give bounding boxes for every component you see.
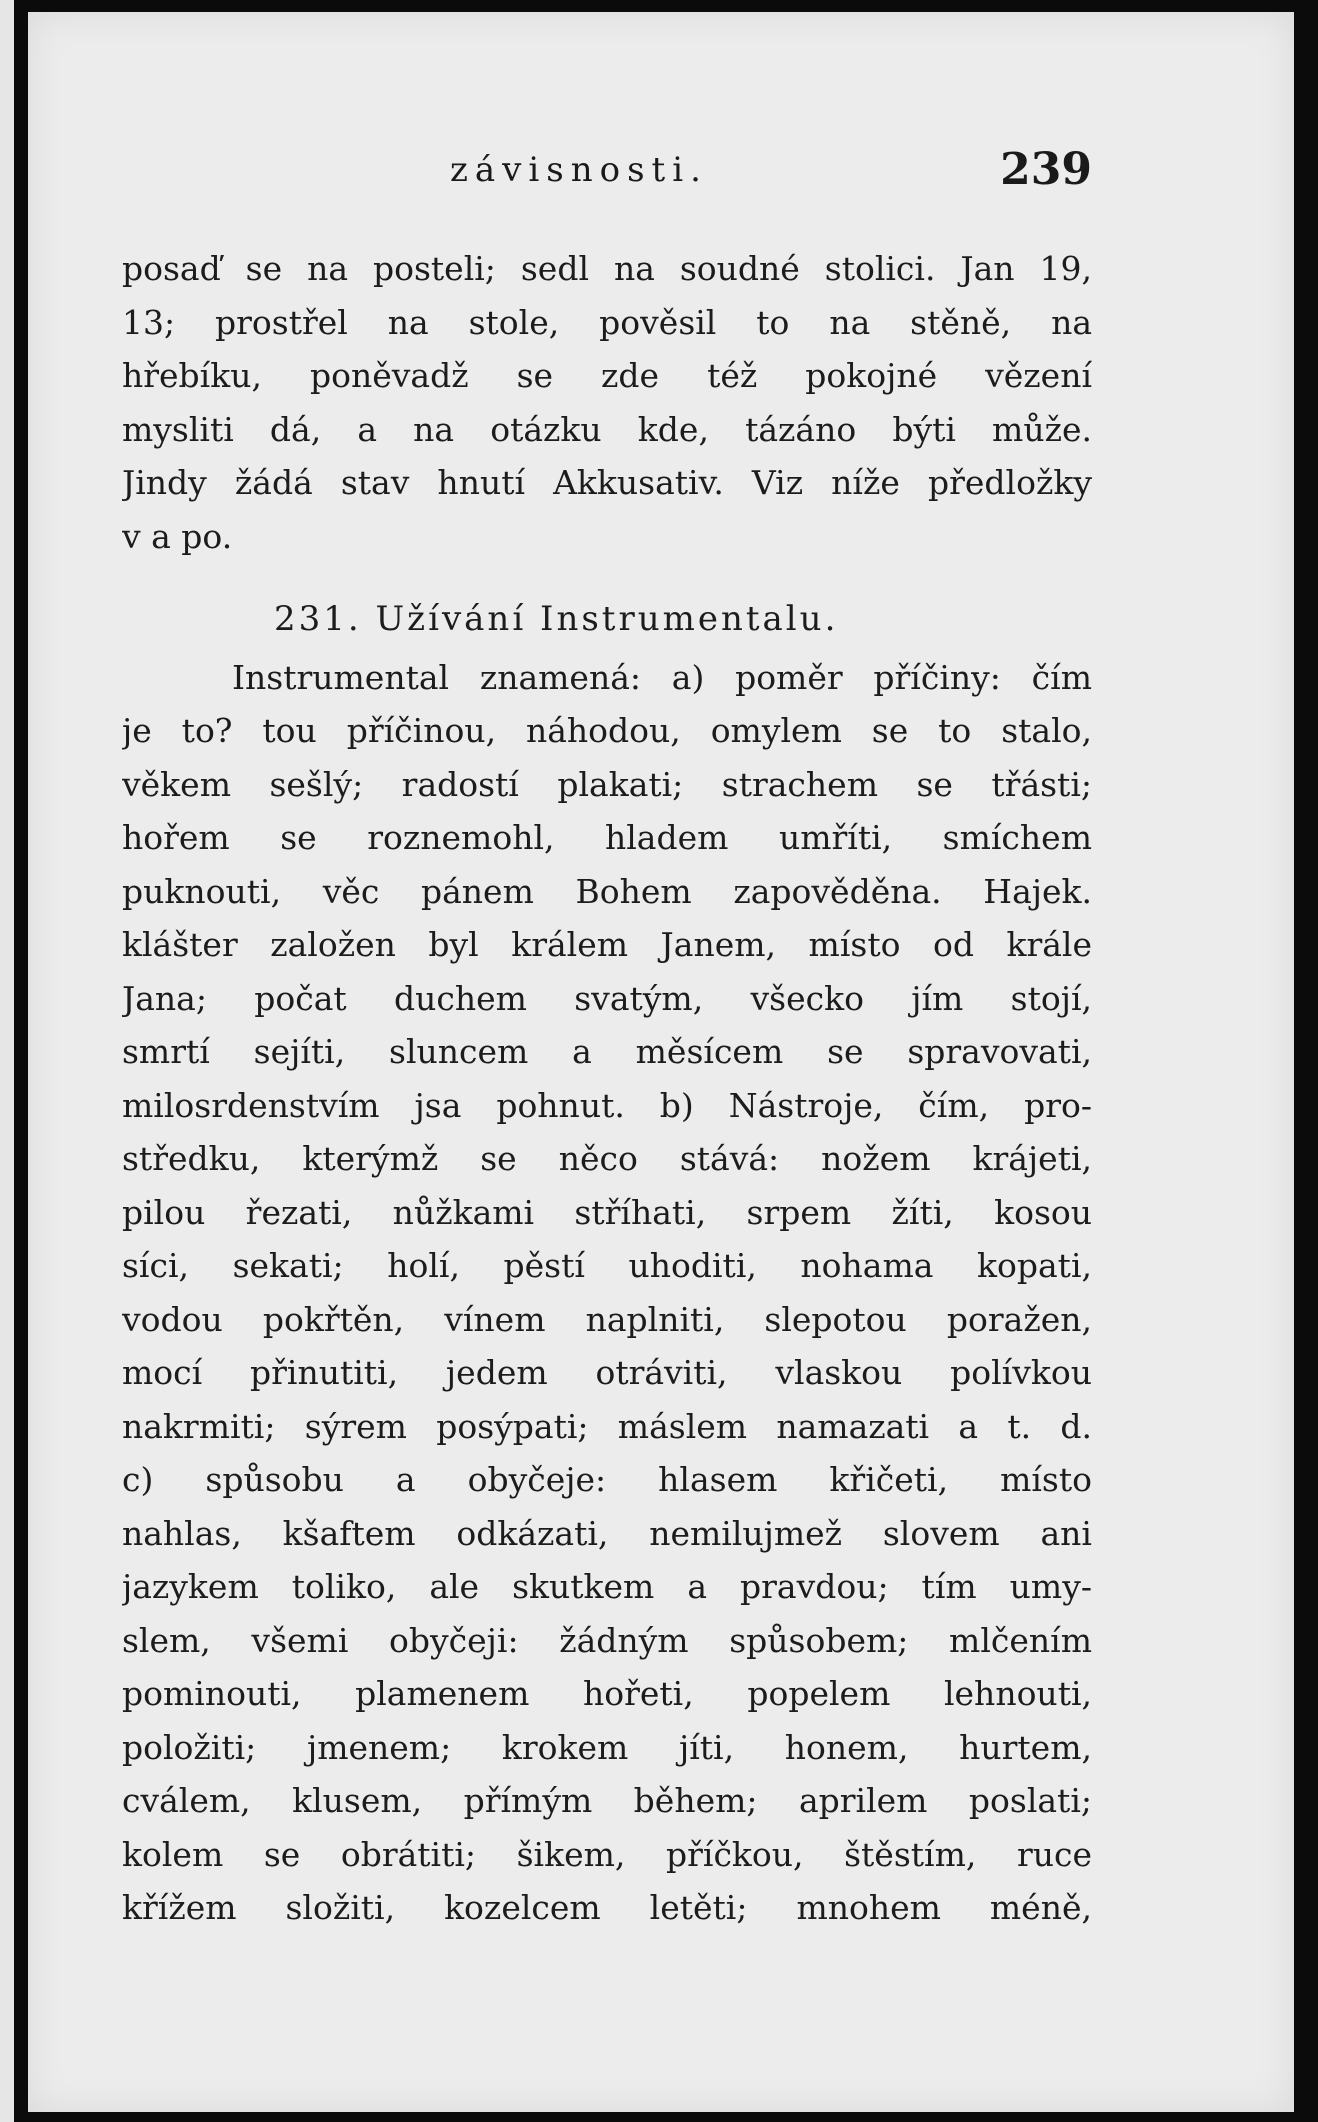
text-line: 13; prostřel na stole, pověsil to na stěně, na	[122, 302, 1092, 342]
text-line: slem, všemi obyčeji: žádným spůsobem; mlčením	[122, 1620, 1092, 1660]
page-number: 239	[1000, 144, 1092, 195]
text-line: puknouti, věc pánem Bohem zapověděna. Hajek.	[122, 871, 1092, 911]
page-left-margin	[0, 0, 14, 2122]
text-line: křížem složiti, kozelcem letěti; mnohem méně,	[122, 1888, 1092, 1927]
page-text	[122, 242, 1092, 1935]
text-line: položiti; jmenem; krokem jíti, honem, hurtem,	[122, 1727, 1092, 1767]
text-line: mocí přinutiti, jedem otráviti, vlaskou polívkou	[122, 1353, 1092, 1392]
text-line: klášter založen byl králem Janem, místo od krále	[122, 925, 1092, 964]
text-line: kolem se obrátiti; šikem, příčkou, štěstím, ruce	[122, 1834, 1092, 1874]
text-line: je to? tou příčinou, náhodou, omylem se to stalo,	[122, 711, 1092, 750]
text-line: Instrumental znamená: a) poměr příčiny: čím	[232, 657, 1092, 697]
text-line: cválem, klusem, přímým během; aprilem poslati;	[122, 1781, 1092, 1820]
text-line: nakrmiti; sýrem posýpati; máslem namazati a t. d.	[122, 1406, 1092, 1446]
running-head: závisnosti.	[450, 150, 708, 190]
text-line: hřebíku, poněvadž se zde též pokojné vězení	[122, 356, 1092, 395]
section-heading: 231. Užívání Instrumentalu.	[274, 599, 839, 639]
text-line: pominouti, plamenem hořeti, popelem lehnouti,	[122, 1674, 1092, 1713]
text-line: nahlas, kšaftem odkázati, nemilujmež slovem ani	[122, 1513, 1092, 1553]
page-right-edge	[1296, 0, 1318, 2122]
paragraph	[122, 242, 1092, 563]
text-line: vodou pokřtěn, vínem naplniti, slepotou poražen,	[122, 1299, 1092, 1339]
text-line: Jana; počat duchem svatým, všecko jím stojí,	[122, 978, 1092, 1018]
text-line: mysliti dá, a na otázku kde, tázáno býti může.	[122, 409, 1092, 449]
page-header	[122, 144, 1092, 210]
text-line: středku, kterýmž se něco stává: nožem krájeti,	[122, 1139, 1092, 1178]
text-line: milosrdenstvím jsa pohnut. b) Nástroje, čím, pro-	[122, 1085, 1092, 1125]
text-line: věkem sešlý; radostí plakati; strachem se třásti;	[122, 764, 1092, 804]
text-line: hořem se roznemohl, hladem umříti, smíchem	[122, 818, 1092, 857]
text-line: síci, sekati; holí, pěstí uhoditi, nohama kopati,	[122, 1246, 1092, 1285]
text-line: jazykem toliko, ale skutkem a pravdou; tím umy-	[122, 1567, 1092, 1606]
text-line: v a po.	[122, 516, 233, 556]
paragraph	[122, 651, 1092, 1935]
text-line: c) spůsobu a obyčeje: hlasem křičeti, místo	[122, 1460, 1092, 1499]
text-line: smrtí sejíti, sluncem a měsícem se spravovati,	[122, 1032, 1092, 1071]
text-line: posaď se na posteli; sedl na soudné stolici. Jan 19,	[122, 249, 1092, 288]
text-line: pilou řezati, nůžkami stříhati, srpem žíti, kosou	[122, 1192, 1092, 1232]
text-line: Jindy žádá stav hnutí Akkusativ. Viz níže předložky	[122, 463, 1092, 502]
